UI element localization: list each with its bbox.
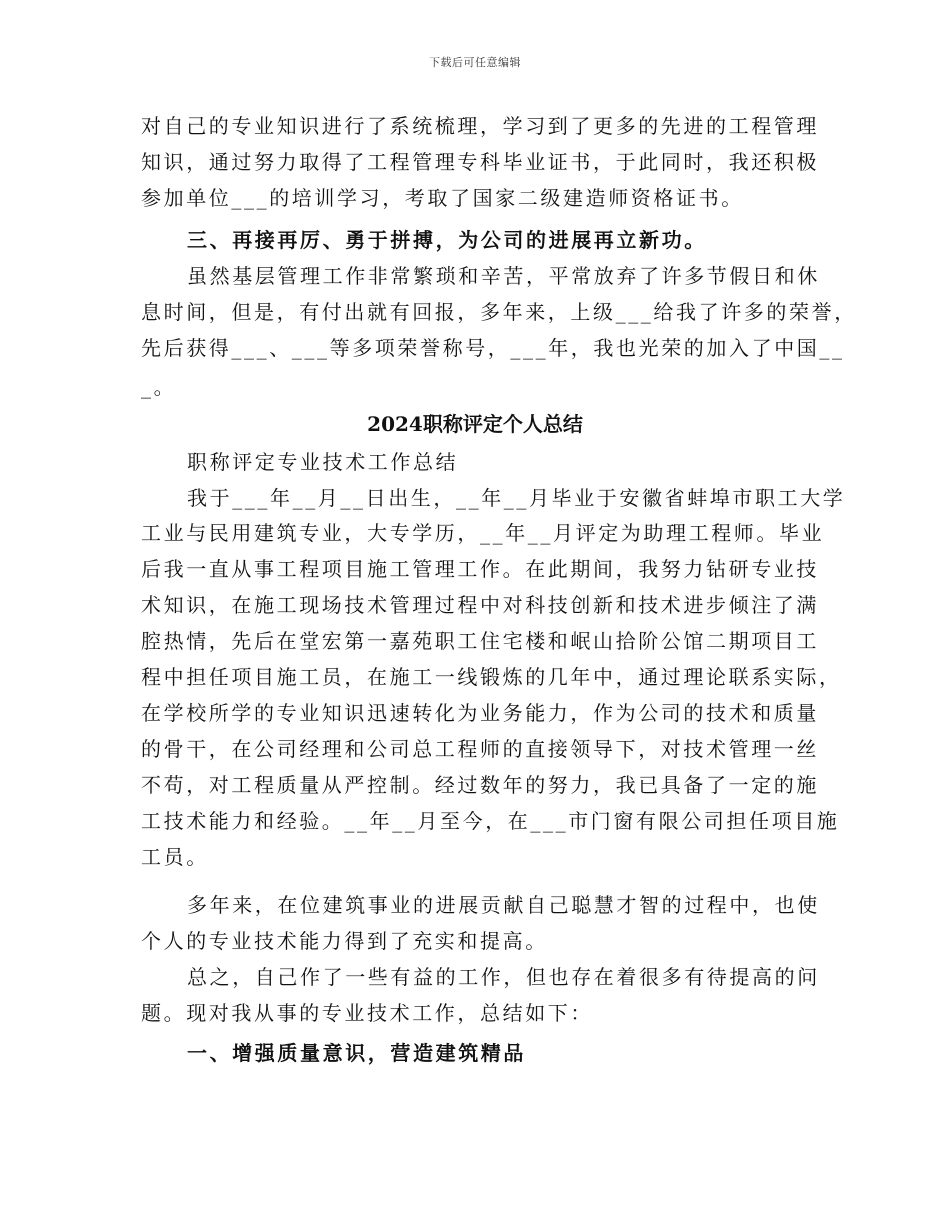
body-line: 多年来，在位建筑事业的进展贡献自己聪慧才智的过程中，也使 xyxy=(187,893,820,917)
body-line: 我于___年__月__日出生，__年__月毕业于安徽省蚌埠市职工大学 xyxy=(187,486,846,510)
body-line: _。 xyxy=(141,375,177,399)
body-line: 术知识，在施工现场技术管理过程中对科技创新和技术进步倾注了满 xyxy=(141,593,819,617)
body-line: 在学校所学的专业知识迅速转化为业务能力，作为公司的技术和质量 xyxy=(141,701,819,725)
document-title: 2024职称评定个人总结 xyxy=(367,412,583,436)
body-line: 知识，通过努力取得了工程管理专科毕业证书，于此同时，我还积极 xyxy=(141,150,819,174)
body-line: 息时间，但是，有付出就有回报，多年来，上级___给我了许多的荣誉， xyxy=(141,300,857,324)
body-line: 对自己的专业知识进行了系统梳理，学习到了更多的先进的工程管理 xyxy=(141,114,819,138)
body-line: 个人的专业技术能力得到了充实和提高。 xyxy=(141,929,548,953)
page-header: 下载后可任意编辑 xyxy=(429,56,521,69)
body-line: 总之，自己作了一些有益的工作，但也存在着很多有待提高的问 xyxy=(187,965,820,989)
body-line: 先后获得___、___等多项荣誉称号，___年，我也光荣的加入了中国__ xyxy=(141,336,845,360)
body-line: 工技术能力和经验。__年__月至今，在___市门窗有限公司担任项目施 xyxy=(141,809,840,833)
body-line: 虽然基层管理工作非常繁琐和辛苦，平常放弃了许多节假日和休 xyxy=(187,264,820,288)
body-line: 职称评定专业技术工作总结 xyxy=(187,450,459,474)
body-line: 后我一直从事工程项目施工管理工作。在此期间，我努力钻研专业技 xyxy=(141,557,819,581)
body-line: 程中担任项目施工员，在施工一线锻炼的几年中，通过理论联系实际， xyxy=(141,665,842,689)
body-line: 工员。 xyxy=(141,845,209,869)
body-line: 参加单位___的培训学习，考取了国家二级建造师资格证书。 xyxy=(141,186,744,210)
body-line: 腔热情，先后在堂宏第一嘉苑职工住宅楼和岷山拾阶公馆二期项目工 xyxy=(141,629,819,653)
section-heading: 一、增强质量意识，营造建筑精品 xyxy=(187,1041,526,1065)
body-line: 不苟，对工程质量从严控制。经过数年的努力，我已具备了一定的施 xyxy=(141,773,819,797)
section-heading: 三、再接再厉、勇于拼搏，为公司的进展再立新功。 xyxy=(187,228,707,252)
body-line: 工业与民用建筑专业，大专学历，__年__月评定为助理工程师。毕业 xyxy=(141,521,825,545)
body-line: 题。现对我从事的专业技术工作，总结如下： xyxy=(141,1001,593,1025)
body-line: 的骨干，在公司经理和公司总工程师的直接领导下，对技术管理一丝 xyxy=(141,737,819,761)
